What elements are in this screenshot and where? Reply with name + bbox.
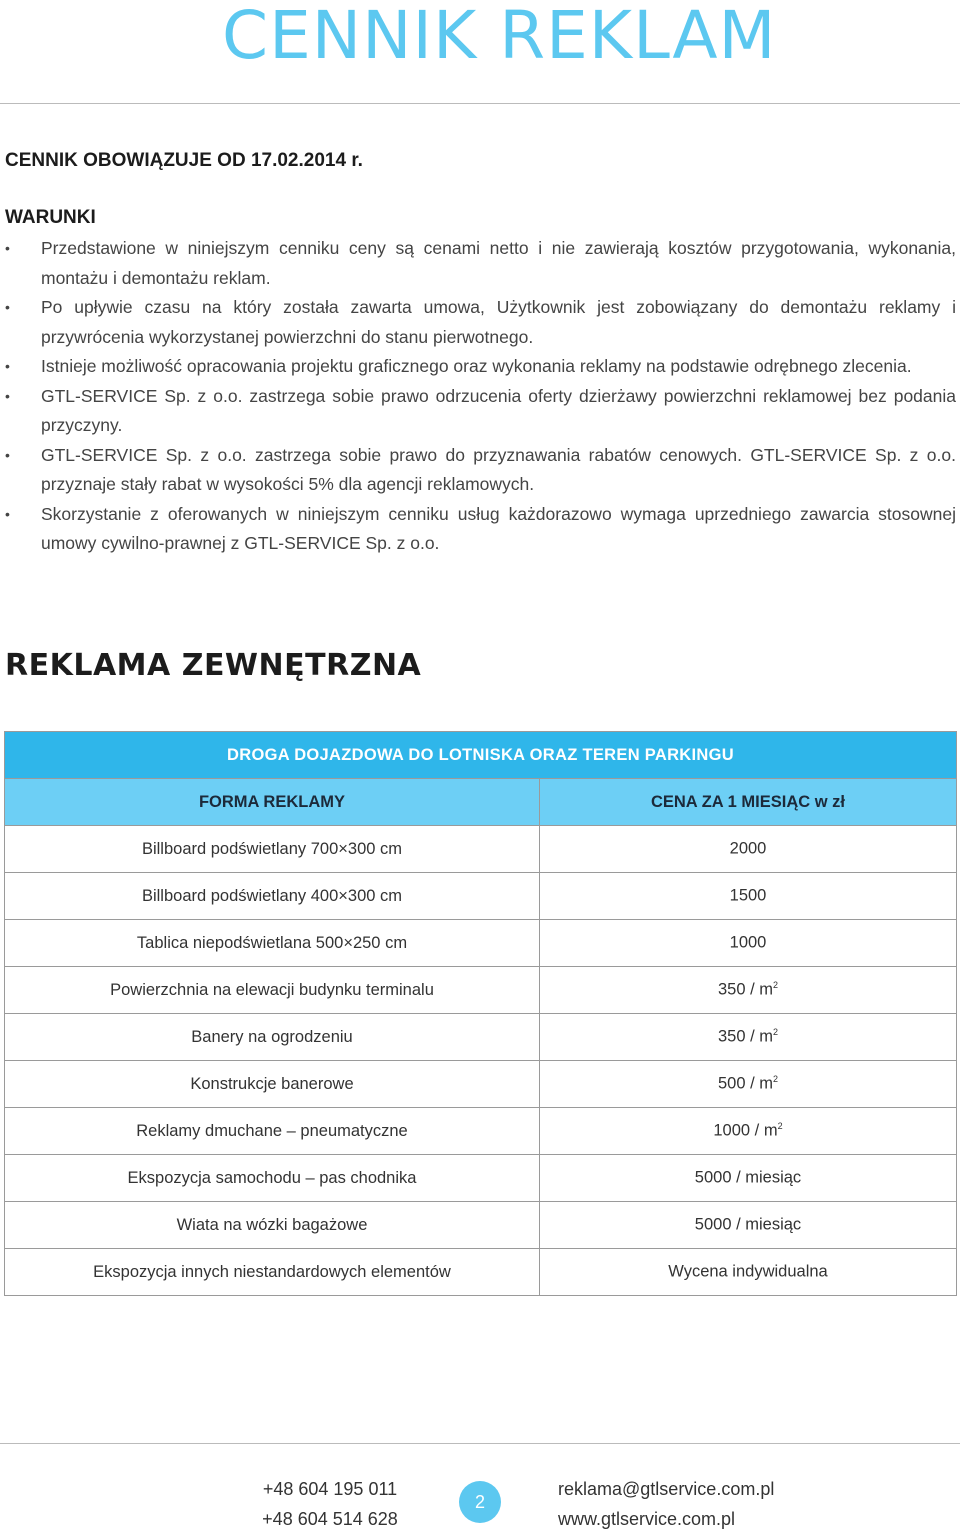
cell-form: Wiata na wózki bagażowe [5,1202,540,1249]
cell-form: Powierzchnia na elewacji budynku terminalu [5,967,540,1014]
cell-price: $500 / m^2$ [540,1061,957,1108]
terms-item: • Istnieje możliwość opracowania projektu graficznego oraz wykonania reklamy na podstawie odrębnego zlecenia. [5,352,956,382]
page-title: CENNIK REKLAM [222,0,777,74]
footer-email-link[interactable]: reklama@gtlservice.com.pl [558,1479,775,1499]
cell-price: Wycena indywidualna [540,1249,957,1296]
cell-price: 2000 [540,826,957,873]
cell-form: Billboard podświetlany 400×300 cm [5,873,540,920]
bullet-icon: • [5,240,10,256]
bullet-icon: • [5,387,10,404]
table-row [5,1014,957,1061]
footer-contacts [558,1474,774,1534]
cell-form: Billboard podświetlany 700×300 cm [5,826,540,873]
table-title: DROGA DOJAZDOWA DO LOTNISKA ORAZ TEREN PARKINGU [5,732,957,779]
footer-divider [0,1443,960,1444]
bullet-icon: • [5,358,10,374]
column-header-form: FORMA REKLAMY [5,779,540,826]
cell-form: Ekspozycja samochodu – pas chodnika [5,1155,540,1202]
bullet-icon: • [5,505,10,522]
external-ads-heading: REKLAMA ZEWNĘTRZNA [5,648,422,683]
cell-price: 5000 / miesiąc [540,1155,957,1202]
cell-price: $1000 / m^2$ [540,1108,957,1155]
page-number-badge: 2 [459,1481,501,1523]
table-row [5,1155,957,1202]
cell-price: 1500 [540,873,957,920]
table-row [5,1202,957,1249]
header-divider [0,103,960,104]
table-row [5,1249,957,1296]
cell-price: $350 / m^2$ [540,967,957,1014]
cell-price: 1000 [540,920,957,967]
table-header-row [5,779,957,826]
terms-item: • GTL-SERVICE Sp. z o.o. zastrzega sobie prawo odrzucenia oferty dzierżawy powierzchni reklamowej bez podania przyczyny. [5,382,956,441]
footer-phones [230,1474,430,1534]
terms-heading: WARUNKI [5,207,96,228]
terms-item: • Przedstawione w niniejszym cenniku ceny są cenami netto i nie zawierają kosztów przygotowania, wykonania, montażu i demontażu reklam. [5,234,956,293]
price-table [4,731,957,1296]
bullet-icon: • [5,446,10,463]
cell-form: Ekspozycja innych niestandardowych elementów [5,1249,540,1296]
table-row [5,873,957,920]
table-row [5,920,957,967]
table-banner-row [5,732,957,779]
cell-form: Konstrukcje banerowe [5,1061,540,1108]
footer-phone-1: +48 604 195 011 [262,1479,398,1499]
table-row [5,1061,957,1108]
terms-item: • GTL-SERVICE Sp. z o.o. zastrzega sobie prawo do przyznawania rabatów cenowych. GTL-SERVICE Sp. z o.o. przyznaje stały rabat w wysokości 5% dla agencji reklamowych. [5,441,956,500]
footer-phone-2: +48 604 514 628 [262,1509,398,1529]
terms-list [5,234,956,559]
table-row [5,1108,957,1155]
cell-price: $350 / m^2$ [540,1014,957,1061]
terms-item: • Skorzystanie z oferowanych w niniejszym cenniku usług każdorazowo wymaga uprzedniego zawarcia stosownej umowy cywilno-prawnej z GTL-SERVICE Sp. z o.o. [5,500,956,559]
terms-item: • Po upływie czasu na który została zawarta umowa, Użytkownik jest zobowiązany do demontażu reklamy i przywrócenia wykorzystanej powierzchni do stanu pierwotnego. [5,293,956,352]
cell-form: Reklamy dmuchane – pneumatyczne [5,1108,540,1155]
cell-price: 5000 / miesiąc [540,1202,957,1249]
bullet-icon: • [5,299,10,315]
table-row [5,826,957,873]
column-header-price: CENA ZA 1 MIESIĄC w zł [540,779,957,826]
footer-website-link[interactable]: www.gtlservice.com.pl [558,1509,736,1529]
valid-from-notice: CENNIK OBOWIĄZUJE OD 17.02.2014 r. [5,150,363,171]
table-row [5,967,957,1014]
cell-form: Banery na ogrodzeniu [5,1014,540,1061]
cell-form: Tablica niepodświetlana 500×250 cm [5,920,540,967]
